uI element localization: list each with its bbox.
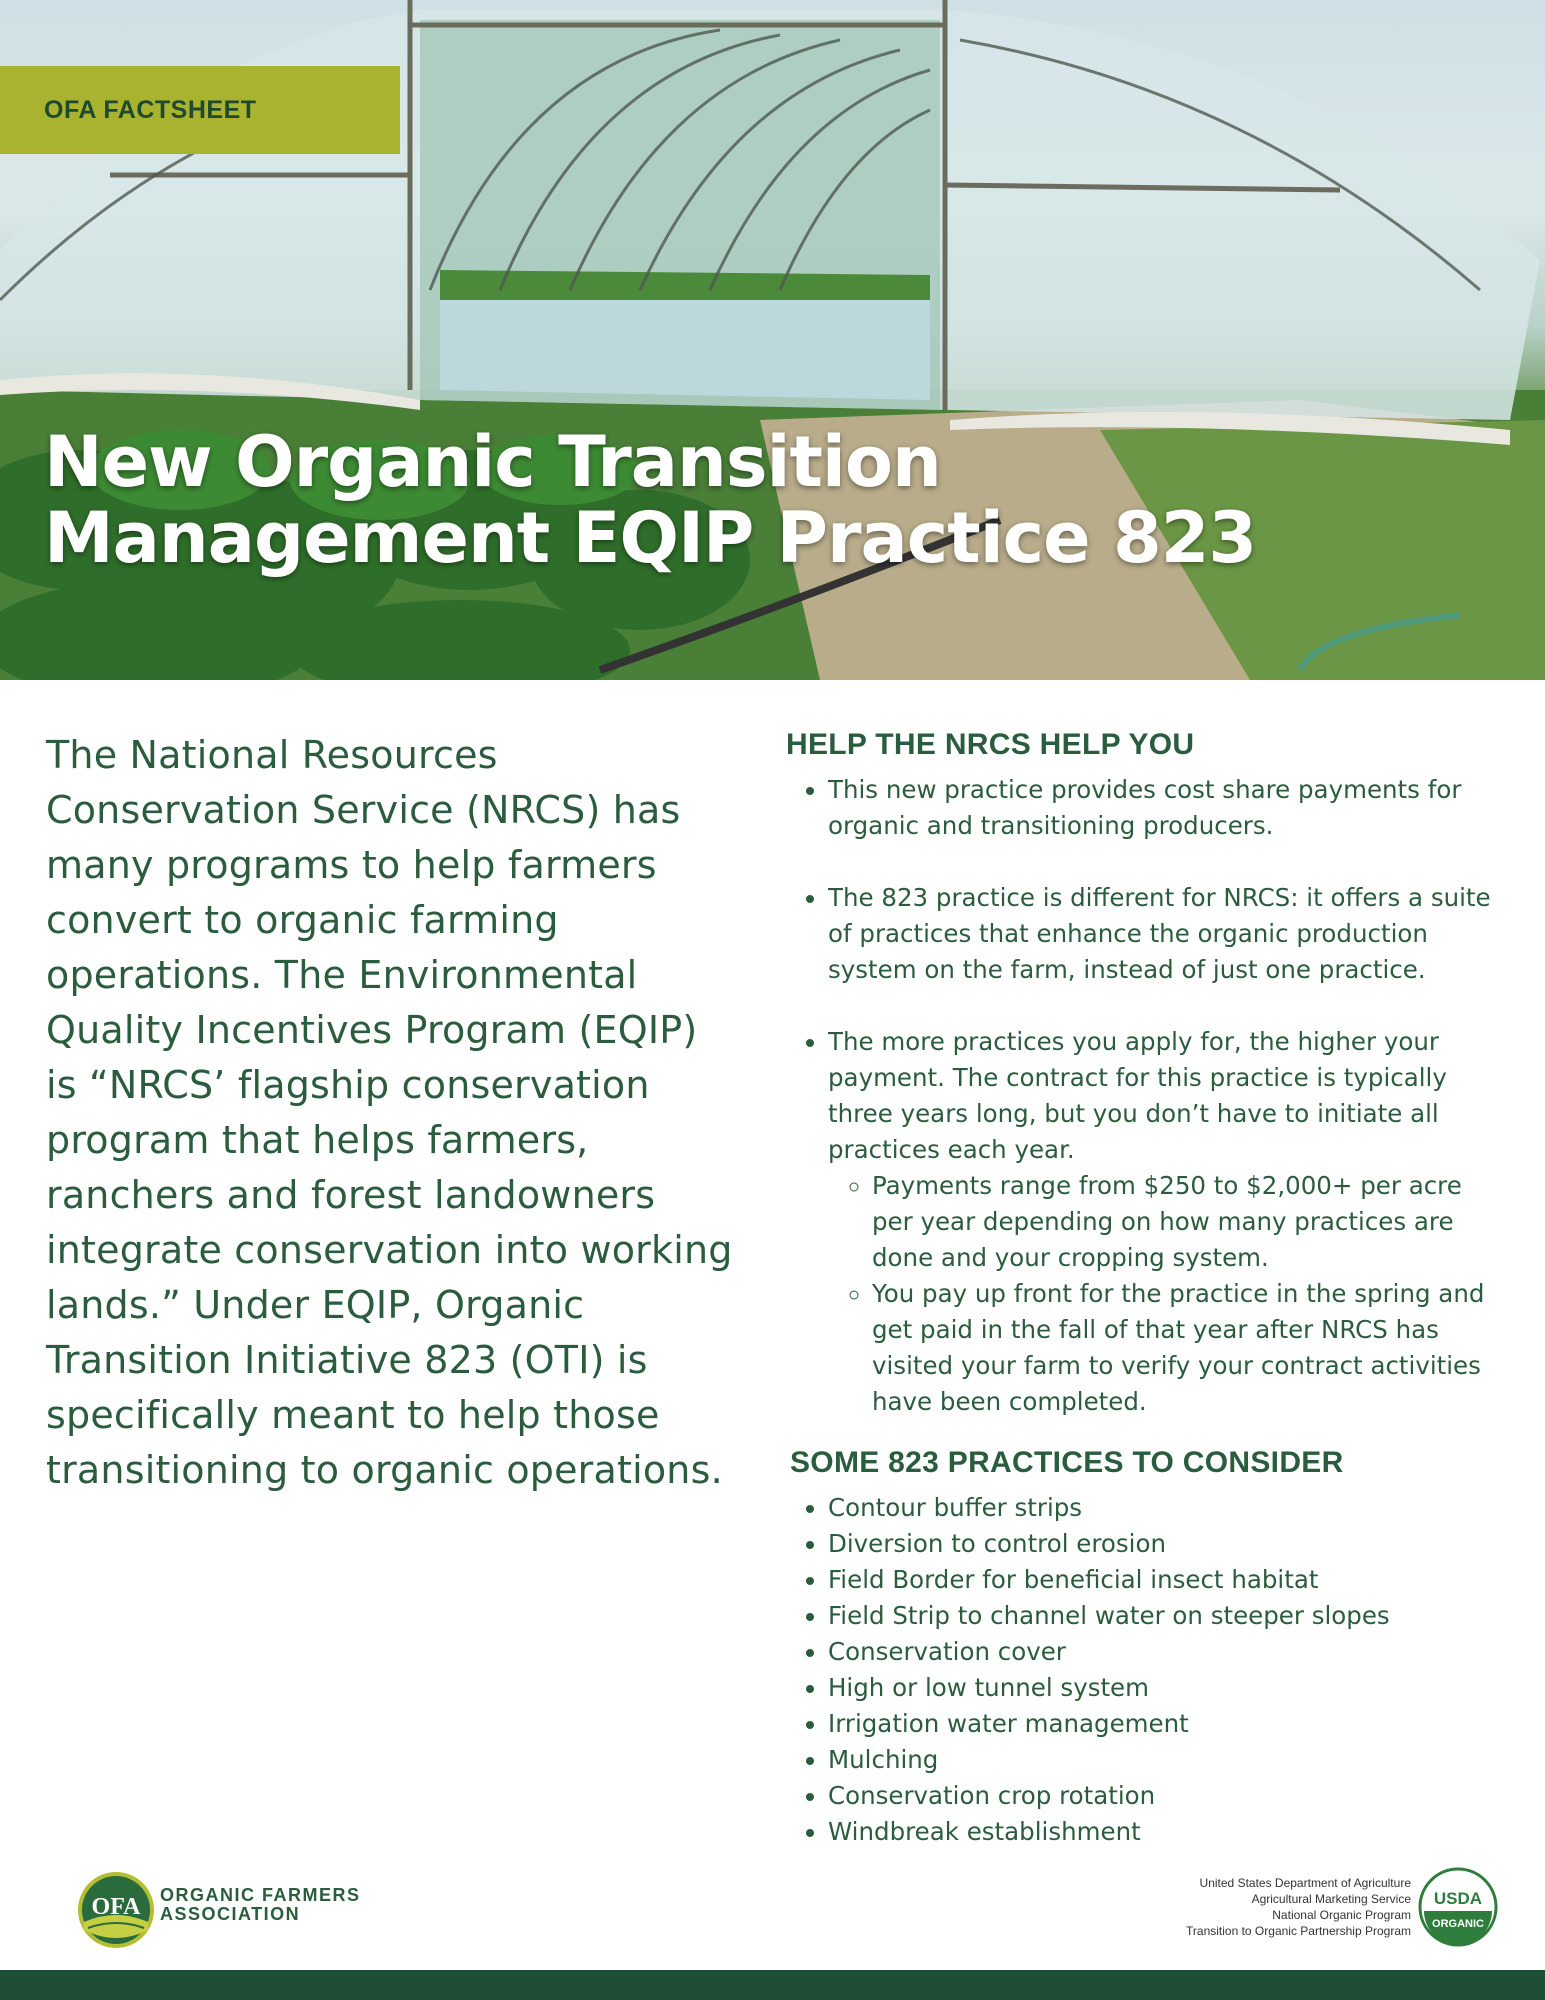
list-item: • Windbreak establishment xyxy=(828,1814,1506,1850)
page-title xyxy=(44,421,1257,579)
list-item xyxy=(828,1024,1506,1420)
factsheet-badge xyxy=(0,66,400,154)
usda-program-text xyxy=(1186,1875,1411,1939)
ofa-logo-text: OFA xyxy=(91,1894,141,1920)
hero-image xyxy=(0,0,1545,680)
intro-paragraph: The National Resources Conservation Service (NRCS) has many programs to help farmers convert to organic farming operations. The Environmental Quality Incentives Program (EQIP) is “NRCS’ flagship conservation program that helps farmers, ranchers and forest landowners integrate conservation into working lands.” Under EQIP, Organic Transition Initiative 823 (OTI) is specifically meant to help those transitioning to organic operations. xyxy=(46,733,733,1492)
ofa-logo-icon xyxy=(76,1870,156,1950)
sub-list-item: ◦ You pay up front for the practice in the spring and get paid in the fall of that year after NRCS has visited your farm to verify your contract activities have been completed. xyxy=(872,1276,1506,1420)
ofa-name-line-1: ORGANIC FARMERS xyxy=(160,1885,361,1905)
list-item: • Field Border for beneficial insect habitat xyxy=(828,1562,1506,1598)
practices-list xyxy=(786,1490,1506,1850)
usda-seal-bottom-text: ORGANIC xyxy=(1432,1918,1484,1930)
list-item: • Diversion to control erosion xyxy=(828,1526,1506,1562)
list-item: • Contour buffer strips xyxy=(828,1490,1506,1526)
list-item: • Mulching xyxy=(828,1742,1506,1778)
right-column xyxy=(786,728,1506,1850)
list-item: • Irrigation water management xyxy=(828,1706,1506,1742)
usda-seal-top-text: USDA xyxy=(1433,1889,1483,1908)
usda-organic-seal-icon xyxy=(1418,1867,1498,1947)
list-item: • High or low tunnel system xyxy=(828,1670,1506,1706)
bullet-text: The more practices you apply for, the higher your payment. The contract for this practice is typically three years long, but you don’t have to initiate all practices each year. xyxy=(828,1027,1447,1164)
badge-label: OFA FACTSHEET xyxy=(44,95,257,124)
list-item: • This new practice provides cost share payments for organic and transitioning producers. xyxy=(828,772,1506,844)
help-section-heading: HELP THE NRCS HELP YOU xyxy=(786,728,1195,761)
practices-section-heading: SOME 823 PRACTICES TO CONSIDER xyxy=(790,1446,1344,1479)
title-line-1: New Organic Transition xyxy=(44,421,941,503)
list-item: • Conservation cover xyxy=(828,1634,1506,1670)
title-line-2: Management EQIP Practice 823 xyxy=(44,497,1257,579)
ofa-name-line-2: ASSOCIATION xyxy=(160,1904,301,1924)
usda-line: Transition to Organic Partnership Program xyxy=(1186,1924,1411,1938)
bottom-bar xyxy=(0,1970,1545,2000)
list-item: • Field Strip to channel water on steeper slopes xyxy=(828,1598,1506,1634)
help-bullets xyxy=(786,772,1506,1420)
sub-bullets xyxy=(828,1168,1506,1420)
usda-line: Agricultural Marketing Service xyxy=(1251,1892,1411,1906)
list-item: • Conservation crop rotation xyxy=(828,1778,1506,1814)
list-item: • The 823 practice is different for NRCS: it offers a suite of practices that enhance the organic production system on the farm, instead of just one practice. xyxy=(828,880,1506,988)
sub-list-item: ◦ Payments range from $250 to $2,000+ per acre per year depending on how many practices are done and your cropping system. xyxy=(872,1168,1506,1276)
usda-line: National Organic Program xyxy=(1272,1908,1411,1922)
usda-line: United States Department of Agriculture xyxy=(1199,1876,1411,1890)
ofa-name xyxy=(160,1886,361,1924)
